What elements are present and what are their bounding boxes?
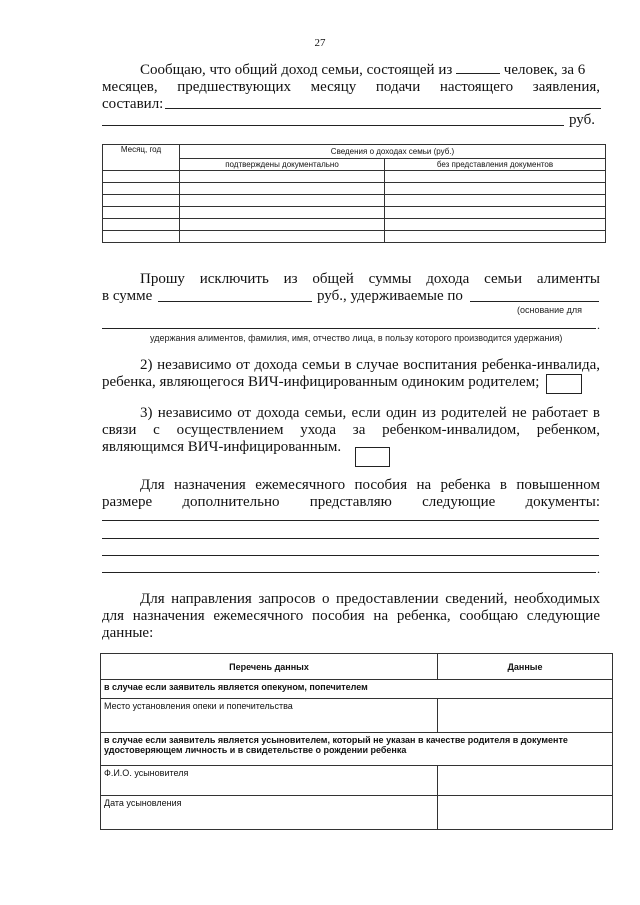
table-row[interactable] xyxy=(101,766,613,796)
adoption-date-value[interactable] xyxy=(438,796,613,830)
alimony-note-full: удержания алиментов, фамилия, имя, отчество лица, в пользу которого производится удержания) xyxy=(150,333,563,343)
alimony-line1: Прошу исключить из общей суммы дохода семьи алименты xyxy=(140,271,600,287)
item2-line2: ребенка, являющегося ВИЧ-инфицированным одиноким родителем; xyxy=(102,374,540,390)
row-adopter-name: Ф.И.О. усыновителя xyxy=(101,766,438,796)
docs-line2: размере дополнительно представляю следующие документы: xyxy=(102,494,600,510)
alimony-basis-field[interactable] xyxy=(470,301,599,302)
item2-line1: 2) независимо от дохода семьи в случае воспитания ребенка-инвалида, xyxy=(140,357,600,373)
alimony-details-field[interactable] xyxy=(102,328,596,329)
item3-line2: связи с осуществлением ухода за ребенком-инвалидом, ребенком, xyxy=(102,422,600,438)
income-total-field[interactable] xyxy=(165,108,601,109)
docs-line-field-4[interactable] xyxy=(102,572,596,573)
requests-line3: данные: xyxy=(102,625,154,641)
header-list: Перечень данных xyxy=(101,654,438,680)
page-number: 27 xyxy=(314,37,326,49)
data-table xyxy=(100,653,613,830)
table-row[interactable] xyxy=(103,231,606,243)
income-paragraph xyxy=(102,61,600,113)
item3-paragraph xyxy=(102,405,600,456)
item3-checkbox[interactable] xyxy=(355,447,390,467)
table-row[interactable] xyxy=(103,195,606,207)
income-text-line2: месяцев, предшествующих месяцу подачи настоящего заявления, xyxy=(102,79,600,95)
guardian-place-value[interactable] xyxy=(438,699,613,733)
alimony-sum-field[interactable] xyxy=(158,301,312,302)
income-col-month: Месяц, год xyxy=(103,145,180,171)
docs-line-field-2[interactable] xyxy=(102,538,599,539)
alimony-basis-label: руб., удерживаемые по xyxy=(317,288,463,304)
rub-label: руб. xyxy=(569,112,595,128)
table-row[interactable] xyxy=(101,796,613,830)
income-text-line3: составил: xyxy=(102,96,164,112)
section-adopter: в случае если заявитель является усыновителем, который не указан в качестве родителя в документе удостоверяющем личность и в свидетельстве о рождении ребенка xyxy=(101,733,613,766)
table-row[interactable] xyxy=(103,219,606,231)
family-size-field[interactable] xyxy=(456,61,500,74)
income-table xyxy=(102,144,606,243)
alimony-sum-label: в сумме xyxy=(102,288,153,304)
income-text-a: Сообщаю, что общий доход семьи, состоящей из xyxy=(140,62,453,78)
requests-paragraph xyxy=(102,591,600,642)
income-col-unconfirmed: без представления документов xyxy=(385,159,606,171)
income-total-field-2[interactable] xyxy=(102,125,564,126)
income-col-info: Сведения о доходах семьи (руб.) xyxy=(180,145,606,159)
item2-paragraph xyxy=(102,357,600,391)
section-guardian: в случае если заявитель является опекуном, попечителем xyxy=(101,680,613,699)
docs-paragraph xyxy=(102,477,600,511)
docs-line1: Для назначения ежемесячного пособия на ребенка в повышенном xyxy=(140,477,600,493)
requests-line1: Для направления запросов о предоставлении сведений, необходимых xyxy=(140,591,600,607)
table-row[interactable] xyxy=(103,171,606,183)
requests-line2: для назначения ежемесячного пособия на ребенка, сообщаю следующие xyxy=(102,608,600,624)
item3-line3: являющимся ВИЧ-инфицированным. xyxy=(102,439,342,455)
docs-line-field-1[interactable] xyxy=(102,520,599,521)
income-col-confirmed: подтверждены документально xyxy=(180,159,385,171)
alimony-note-basis: (основание для xyxy=(517,305,583,315)
row-adoption-date: Дата усыновления xyxy=(101,796,438,830)
table-row[interactable] xyxy=(103,183,606,195)
row-guardian-place: Место установления опеки и попечительства xyxy=(101,699,438,733)
table-row[interactable] xyxy=(101,699,613,733)
item2-checkbox[interactable] xyxy=(546,374,582,394)
docs-line-field-3[interactable] xyxy=(102,555,599,556)
header-data: Данные xyxy=(438,654,613,680)
adopter-name-value[interactable] xyxy=(438,766,613,796)
item3-line1: 3) независимо от дохода семьи, если один из родителей не работает в xyxy=(140,405,600,421)
table-row[interactable] xyxy=(103,207,606,219)
income-text-b: человек, за 6 xyxy=(503,62,586,78)
